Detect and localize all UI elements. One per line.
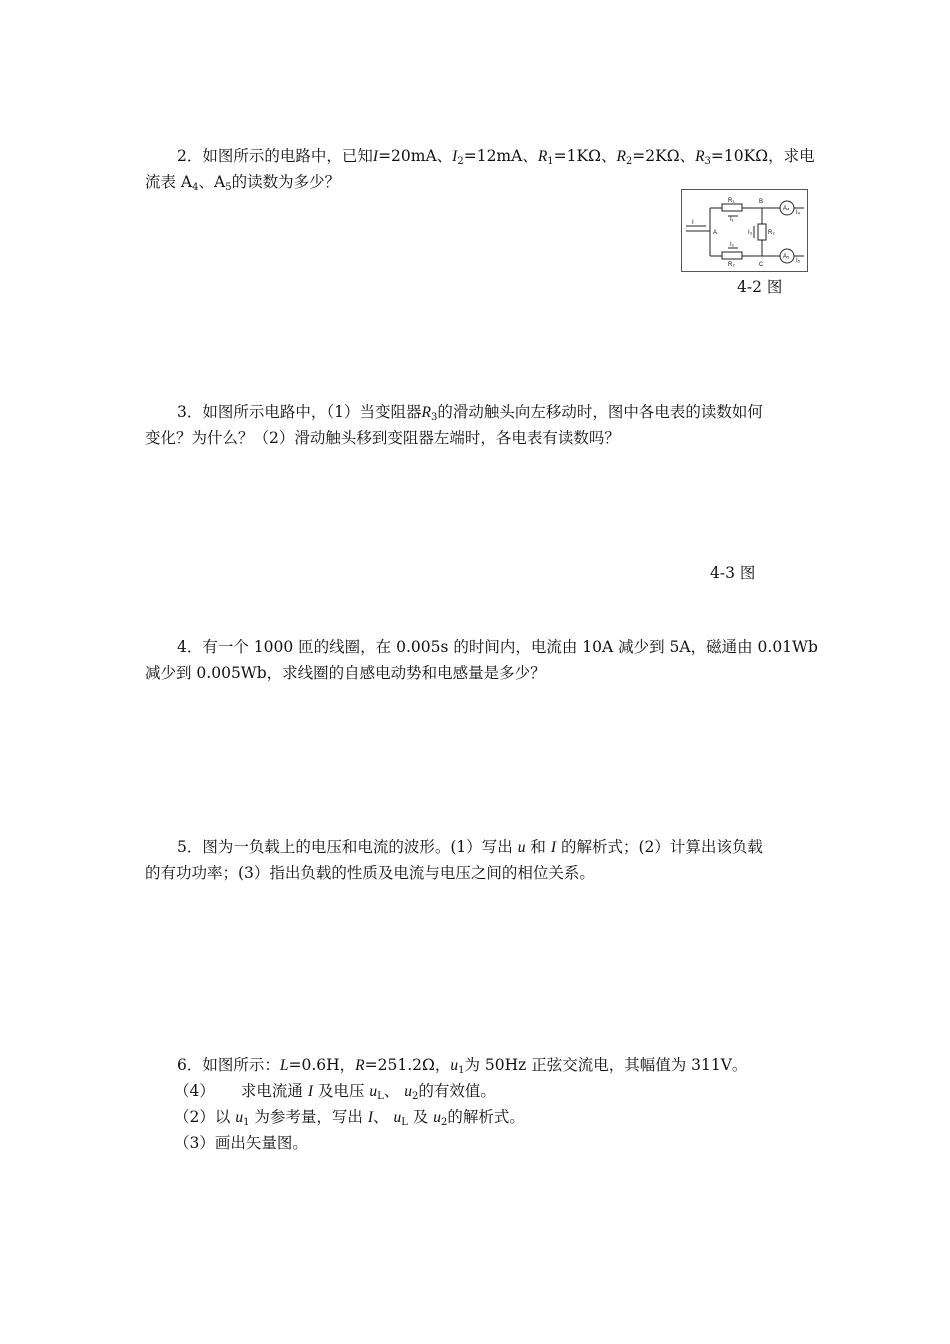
q6-s1-sub-l: L: [377, 1091, 384, 1102]
q2-line-1: [177, 143, 815, 170]
q5-var-u: u: [517, 839, 526, 856]
q2-text-4: =1KΩ、: [553, 147, 617, 165]
q3-number: 3．: [177, 403, 203, 421]
fig-label-a4: A₄: [783, 206, 790, 212]
q3-line-1: [177, 399, 763, 426]
q6-sub-1: [174, 1078, 496, 1105]
q6-s2-text-5: 的解析式。: [447, 1108, 525, 1126]
q2-var-i: I: [372, 148, 379, 165]
q2-text-1: 如图所示的电路中，已知: [202, 147, 373, 165]
q6-text-1: 6．如图所示：: [177, 1056, 280, 1074]
fig-label-i4: I₄: [796, 210, 801, 216]
fig-label-i5: I₅: [796, 258, 801, 264]
q6-s1-var-u2: u: [404, 1083, 412, 1100]
q6-var-r: R: [355, 1057, 365, 1074]
fig-label-a5: A₅: [783, 254, 790, 260]
q4-line-1: 4．有一个 1000 匝的线圈，在 0.005s 的时间内，电流由 10A 减少到 5A，磁通由 0.01Wb: [177, 638, 818, 656]
q2-text-9: 的读数为多少？: [231, 173, 341, 191]
q6-sub-2: [174, 1104, 525, 1131]
q3-line-2: 变化？为什么？（2）滑动触头移到变阻器左端时，各电表有读数吗？: [145, 429, 620, 447]
fig-label-r2: R₂: [728, 262, 735, 268]
q4-line-2: 减少到 0.005Wb，求线圈的自感电动势和电感量是多少？: [145, 664, 546, 682]
q2-sub-r2: 2: [625, 156, 633, 167]
fig-label-i: I: [692, 220, 694, 226]
q3-sub-r3: 3: [430, 412, 438, 423]
q6-s2-sub-l: L: [401, 1117, 408, 1128]
q6-s2-text-2: 为参考量，写出: [254, 1108, 363, 1126]
q2-var-i2: I: [452, 148, 458, 165]
q5-var-i: I: [550, 839, 557, 856]
q5-text-2: 和: [530, 838, 546, 856]
q5-text-3: 的解析式；(2）计算出该负载: [560, 838, 763, 856]
q2-text-7: 流表 A: [145, 173, 193, 191]
figure-4-3-label: 4-3 图: [710, 564, 756, 582]
q6-text-3: =251.2Ω，: [364, 1056, 451, 1074]
fig-label-i2: I₂: [730, 242, 734, 248]
q2-text-6: =10KΩ，求电: [710, 147, 815, 165]
circuit-diagram: [682, 190, 807, 271]
q6-var-l: L: [279, 1057, 289, 1074]
q2-number: 2．: [177, 147, 203, 165]
q6-s1-text-1: 求电流通: [240, 1082, 303, 1100]
q2-text-8: 、A: [198, 173, 226, 191]
q2-sub-i2: 2: [457, 156, 464, 167]
q2-sub-r1: 1: [547, 156, 554, 167]
q2-text-3: =12mA、: [463, 147, 538, 165]
q6-s2-var-u1: u: [235, 1109, 244, 1126]
q5-text-1: 5．图为一负载上的电压和电流的波形。(1）写出: [177, 838, 513, 856]
fig-label-r3: R₃: [768, 230, 775, 236]
q6-s1-number: （4）: [174, 1082, 215, 1100]
q6-s2-var-u2: u: [433, 1109, 441, 1126]
q6-s2-text-1: （2）以: [174, 1108, 231, 1126]
q6-sub-u1: 1: [458, 1065, 465, 1076]
q3-text-2: 的滑动触头向左移动时，图中各电表的读数如何: [437, 403, 763, 421]
fig-label-b: B: [759, 199, 764, 205]
q5-line-2: 的有功功率；(3）指出负载的性质及电流与电压之间的相位关系。: [145, 864, 595, 882]
q3-var-r3: R: [421, 404, 431, 421]
figure-4-2-label: 4-2 图: [737, 278, 783, 296]
q5-line-1: [177, 834, 763, 861]
q6-s1-text-2: 及电压: [317, 1082, 365, 1100]
q6-s1-text-4: 的有效值。: [418, 1082, 496, 1100]
q6-s2-text-3: 、: [373, 1108, 389, 1126]
q6-s2-var-i: I: [367, 1109, 373, 1126]
q6-s2-sub-2: 2: [440, 1117, 448, 1128]
q2-sub-a4: 4: [192, 182, 199, 193]
q6-s1-text-3: 、: [383, 1082, 400, 1100]
fig-label-a: A: [713, 230, 718, 236]
q2-text-2: =20mA、: [378, 147, 453, 165]
q6-s2-text-4: 及: [412, 1108, 429, 1126]
q6-var-u1: u: [450, 1057, 459, 1074]
q6-s1-var-i: I: [307, 1083, 313, 1100]
q6-s1-sub-2: 2: [411, 1091, 419, 1102]
q6-line-1: [177, 1052, 747, 1079]
q3-text-1: 如图所示电路中，（1）当变阻器: [202, 403, 422, 421]
q2-sub-r3: 3: [704, 156, 711, 167]
q6-sub-3: （3）画出矢量图。: [174, 1134, 308, 1152]
fig-label-i1: I₁: [730, 217, 734, 223]
circuit-figure-4-2: [681, 189, 808, 272]
q6-text-4: 为 50Hz 正弦交流电，其幅值为 311V。: [464, 1056, 748, 1074]
q6-s2-var-ul: u: [393, 1109, 402, 1126]
q6-s2-sub-1: 1: [243, 1117, 250, 1128]
q2-line-2: [145, 169, 340, 195]
q2-sub-a5: 5: [225, 182, 232, 193]
fig-label-r1: R₁: [728, 198, 735, 204]
q2-var-r3: R: [695, 148, 705, 165]
fig-label-c: C: [759, 262, 764, 268]
q6-text-2: =0.6H，: [288, 1056, 356, 1074]
q6-s1-var-ul: u: [369, 1083, 378, 1100]
q2-text-5: =2KΩ、: [632, 147, 696, 165]
fig-label-i3: I₃: [748, 230, 753, 236]
q2-var-r2: R: [616, 148, 626, 165]
q2-var-r1: R: [537, 148, 548, 165]
